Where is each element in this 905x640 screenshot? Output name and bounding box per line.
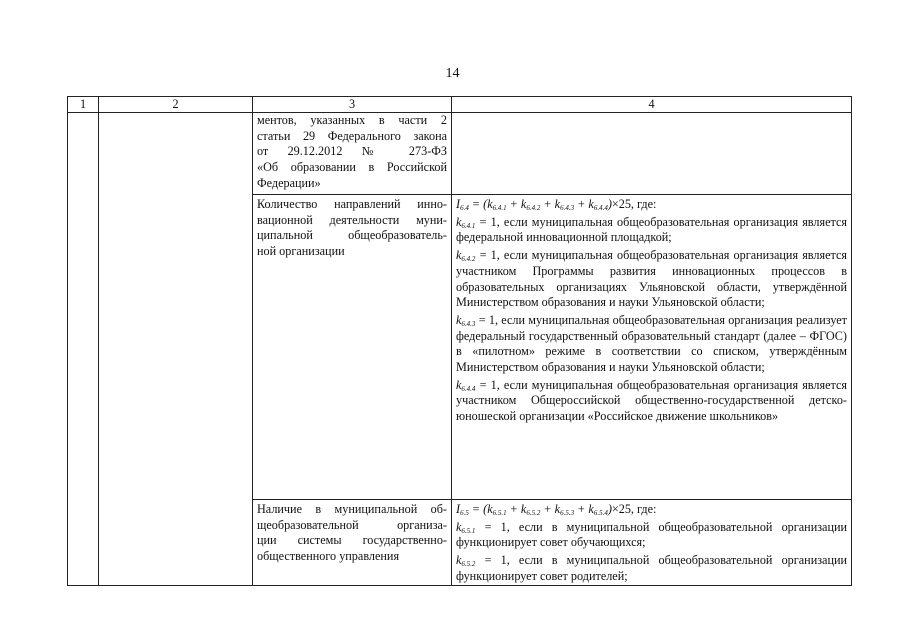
header-cell-1: 1 <box>68 97 99 113</box>
coefficient-symbol: $k_{6.4.2}$ <box>456 248 476 264</box>
coefficient-symbol: $k_{6.4.3}$ <box>456 312 476 328</box>
indicator-line: ции системы государственно- <box>257 533 447 548</box>
table-header-row <box>68 97 852 113</box>
indicator-line: от 29.12.2012 № 273-ФЗ <box>257 144 447 159</box>
cell-criterion-col <box>99 113 253 586</box>
coefficient-text: = 1, если муниципальная общеобразовательная организация реализует федеральный государственный образовательный стандарт (далее – ФГОС) в «пилотном» режиме в соответствии со списком, утверждённым Министерством образования и науки Ульяновской области; <box>456 312 847 375</box>
cell-innovation-indicator <box>253 195 452 500</box>
coefficient-item <box>456 215 847 246</box>
formula-6-5: $I_{6.5} = (k_{6.5.1} + k_{6.5.2} + k_{6.5.3} + k_{6.5.4})\times 25$, где: <box>456 502 657 517</box>
cell-continuation-indicator <box>253 113 452 195</box>
cell-continuation-method <box>452 113 852 195</box>
indicators-table <box>67 96 852 586</box>
indicator-line: Количество направлений инно- <box>257 197 447 211</box>
coefficient-text: = 1, если муниципальная общеобразовательная организация является федеральной инновационной площадкой; <box>456 214 847 245</box>
coefficient-symbol: $k_{6.4.4}$ <box>456 377 476 393</box>
indicator-line: общественного управления <box>257 549 400 564</box>
cell-self-government-indicator <box>253 500 452 586</box>
indicator-line: щеобразовательной организа- <box>257 517 447 532</box>
indicator-line: ципальной общеобразователь- <box>257 228 447 243</box>
indicator-line: ментов, указанных в части 2 <box>257 113 447 127</box>
cell-number-col <box>68 113 99 586</box>
table-row-continuation <box>68 113 852 195</box>
indicator-line: ной организации <box>257 244 345 259</box>
cell-self-government-method <box>452 500 852 586</box>
header-cell-2: 2 <box>99 97 253 113</box>
coefficient-item <box>456 553 847 584</box>
indicator-line: «Об образовании в Российской <box>257 160 447 175</box>
coefficient-text: = 1, если муниципальная общеобразовательная организация является участником Программы развития инновационных процессов в образовательных организациях Ульяновской области, утверждённой Министерством образования и науки Ульяновской области; <box>456 248 847 310</box>
indicator-line: статьи 29 Федерального закона <box>257 128 447 143</box>
header-cell-4: 4 <box>452 97 852 113</box>
coefficient-item <box>456 248 847 311</box>
coefficient-item <box>456 378 847 425</box>
indicator-line: Наличие в муниципальной об- <box>257 502 447 516</box>
formula-6-4: $I_{6.4} = (k_{6.4.1} + k_{6.4.2} + k_{6.4.3} + k_{6.4.4})\times 25$, где: <box>456 197 657 212</box>
coefficient-symbol: $k_{6.5.1}$ <box>456 519 476 535</box>
header-cell-3: 3 <box>253 97 452 113</box>
cell-innovation-method <box>452 195 852 500</box>
coefficient-text: = 1, если в муниципальной общеобразовательной организации функционирует совет родителей; <box>456 553 848 583</box>
coefficient-text: = 1, если муниципальная общеобразовательная организация является участником Общероссийской общественно-государственной детско-юношеской организации «Российское движение школьников» <box>456 377 847 424</box>
indicator-line: вационной деятельности муни- <box>257 212 447 227</box>
coefficient-symbol: $k_{6.4.1}$ <box>456 214 476 230</box>
page-number: 14 <box>445 66 460 81</box>
indicator-line: Федерации» <box>257 175 321 190</box>
coefficient-item <box>456 520 847 551</box>
coefficient-text: = 1, если в муниципальной общеобразовательной организации функционирует совет обучающихся; <box>456 519 848 550</box>
coefficient-symbol: $k_{6.5.2}$ <box>456 553 476 569</box>
coefficient-item <box>456 313 847 376</box>
